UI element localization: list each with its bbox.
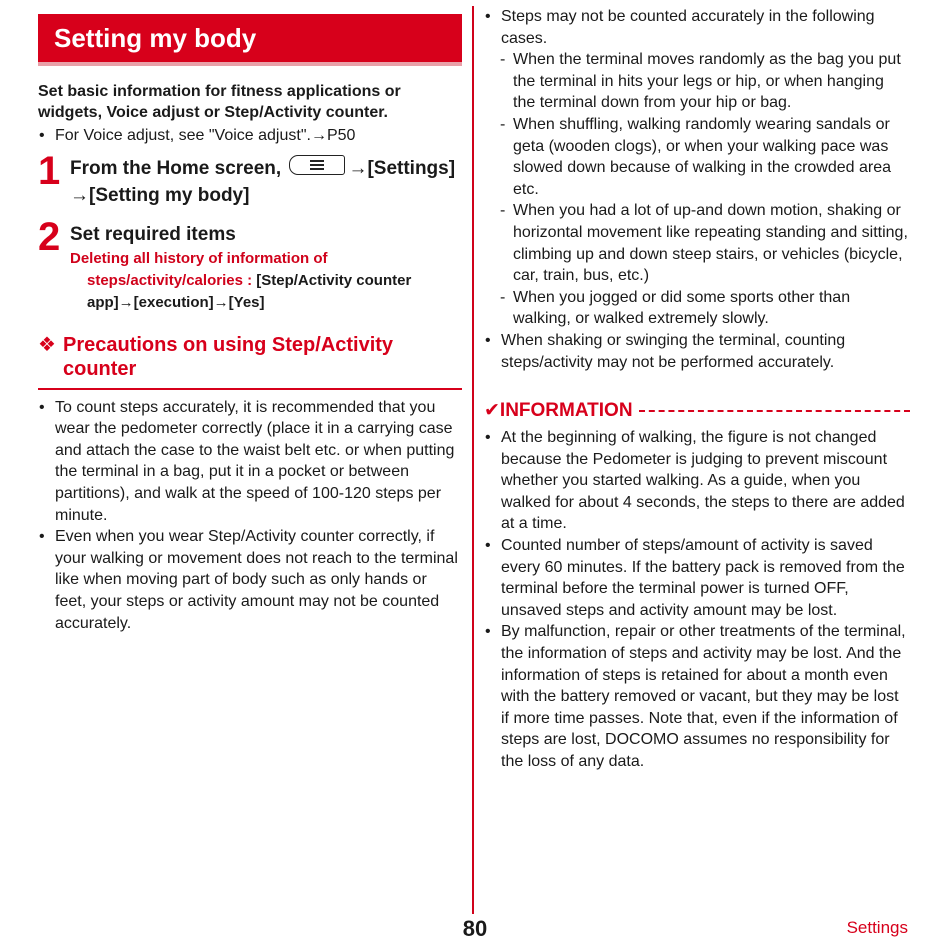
precaution-item: • Even when you wear Step/Activity counter correctly, if your walking or movement does not reach to the terminal like when moving part of body such as only hands or feet, your steps or activity amount may not be counted accurately. [38,526,462,634]
step-1-title-b: →[Settings] [348,157,456,179]
step-2-title: Set required items [70,223,236,245]
sub-item: - When shuffling, walking randomly wearing sandals or geta (wooden clogs), or when your walking pace was slowed down because of walking in the crowded area etc. [484,114,910,200]
step-1-number: 1 [38,148,61,193]
page-number: 80 [462,916,488,941]
column-divider [472,6,474,914]
information-dashed-line [639,410,910,412]
precautions-list [38,397,462,635]
section-name: Settings [846,918,908,937]
information-label: INFORMATION [499,399,633,421]
step-1-title [70,155,462,209]
step-2 [38,214,462,314]
diamond-icon: ❖ [38,333,56,356]
information-list [484,427,910,773]
left-column [38,14,462,634]
right-bullet-2: • When shaking or swinging the terminal, counting steps/activity may not be performed accurately. [484,330,910,373]
right-column [484,6,910,773]
step-2-detail-text: [Step/Activity counter app]→[execution]→[Yes] [87,271,412,311]
page-title: Setting my body [38,14,462,66]
step-1-title-a: From the Home screen, [70,157,282,179]
step-2-number: 2 [38,214,61,259]
sub-item: - When you had a lot of up-and down motion, shaking or horizontal movement like repeating standing and sitting, climbing up and down steep stairs, or vehicles (bicycle, car, train, bus, etc.) [484,200,910,286]
information-item: • At the beginning of walking, the figure is not changed because the Pedometer is judging to prevent miscount whether you started walking. As a guide, when you walked for about 4 seconds, the steps to there are added at a time. [484,427,910,535]
step-2-detail [70,248,462,314]
step-2-detail-label: Deleting all history of information of steps/activity/calories : [70,249,328,289]
precaution-item: • To count steps accurately, it is recommended that you wear the pedometer correctly (place it in a carrying case and attach the case to the waist belt etc. or when putting the terminal in a bag, put it in a pocket or between partitions), and walk at the speed of 100-120 steps per minute. [38,397,462,527]
precautions-heading: ❖ Precautions on using Step/Activity counter [38,333,462,390]
checkmark-icon: ✔ [484,400,500,422]
information-item: • Counted number of steps/amount of activity is saved every 60 minutes. If the battery pack is removed from the terminal before the terminal power is turned OFF, unsaved steps and activity amount may be lost. [484,535,910,621]
information-item: • By malfunction, repair or other treatments of the terminal, the information of steps and activity may be lost. And the information of steps is retained for about a month even with the battery removed or vacant, but they may be lost if more time passes. Note that, even if the information of steps are lost, DOCOMO assumes no responsibility for the loss of any data. [484,621,910,772]
step-1-title-c: →[Setting my body] [70,184,250,206]
right-bullet-1: • Steps may not be counted accurately in the following cases. [484,6,910,49]
step-1 [38,148,462,209]
intro-bullet: • For Voice adjust, see "Voice adjust".→P50 [38,125,462,147]
information-heading [484,399,910,422]
intro-text: Set basic information for fitness applications or widgets, Voice adjust or Step/Activity counter. [38,83,401,121]
menu-key-icon [289,155,345,175]
sub-item: - When the terminal moves randomly as the bag you put the terminal in hits your legs or hip, or when hanging the terminal down from your hip or bag. [484,49,910,114]
sub-item: - When you jogged or did some sports other than walking, or walked extremely slowly. [484,287,910,330]
